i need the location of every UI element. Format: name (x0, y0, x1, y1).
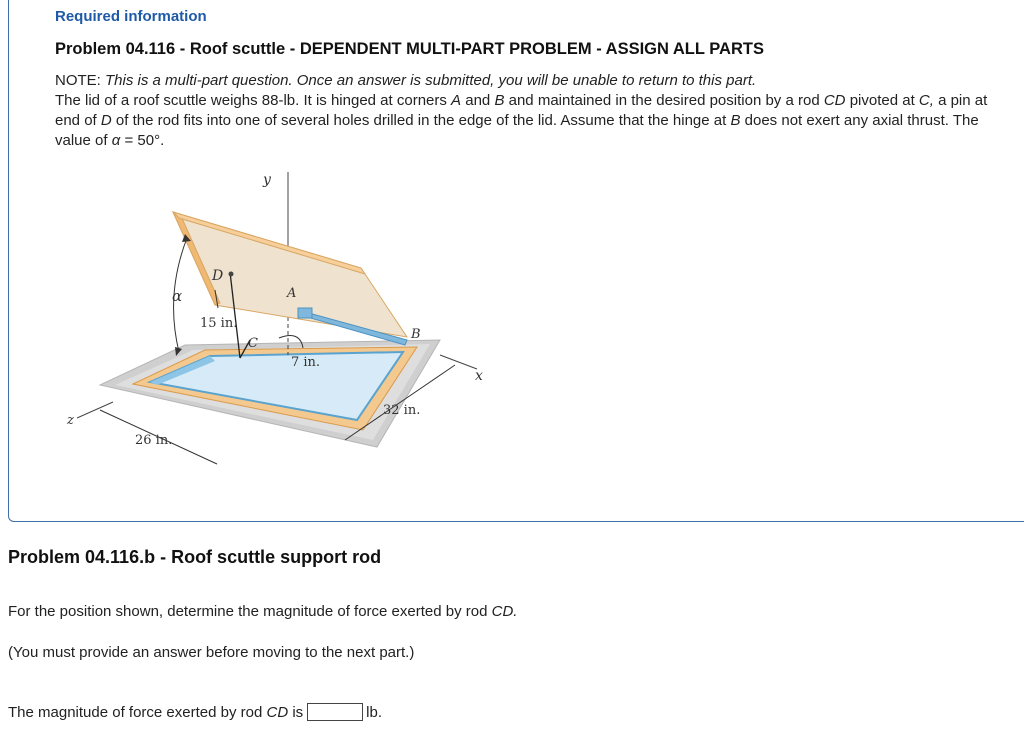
label-32in: 32 in. (383, 403, 421, 418)
statement-text: = 50°. (124, 132, 165, 149)
question-text (8, 603, 517, 620)
statement-text: does not exert any axial thrust. The value of (55, 112, 979, 149)
var-b: B (494, 92, 505, 109)
statement-text: The lid of a roof scuttle weighs 88-lb. It is hinged at corners (55, 92, 447, 109)
question-var-cd: CD. (491, 603, 518, 620)
var-d: D (100, 112, 112, 129)
var-alpha: α (111, 132, 121, 149)
var-b: B (730, 112, 741, 129)
x-axis (440, 355, 477, 369)
var-cd: CD (823, 92, 846, 109)
part-title: Problem 04.116.b - Roof scuttle support rod (8, 547, 382, 567)
answer-label: The magnitude of force exerted by rod (8, 703, 263, 721)
statement-text: a pin at end of (55, 92, 988, 129)
label-7in: 7 in. (291, 355, 321, 370)
var-c: C, (918, 92, 934, 109)
z-axis (77, 402, 113, 418)
instruction-text: (You must provide an answer before moving to the next part.) (8, 644, 415, 661)
problem-description (55, 71, 995, 151)
label-c: C (248, 336, 258, 351)
note-line (55, 71, 995, 91)
label-15in: 15 in. (200, 316, 238, 331)
pin-d (229, 272, 234, 277)
statement-text: of the rod fits into one of several holes drilled in the edge of the lid. Assume that the hinge at (115, 112, 727, 129)
statement-text: pivoted at (849, 92, 915, 109)
var-a: A (451, 92, 462, 109)
label-x: x (475, 368, 483, 384)
answer-var-cd: CD (266, 703, 289, 721)
roof-scuttle-figure (55, 160, 505, 470)
answer-unit: lb. (366, 703, 383, 721)
label-d: D (212, 268, 224, 284)
required-information-heading: Required information (55, 8, 207, 25)
label-y: y (263, 172, 271, 188)
note-text: This is a multi-part question. Once an answer is submitted, you will be unable to return to this part. (105, 72, 757, 89)
note-label: NOTE: (55, 72, 101, 89)
answer-row (8, 703, 382, 721)
answer-input[interactable] (307, 703, 363, 721)
question-text-body: For the position shown, determine the magnitude of force exerted by rod (8, 603, 488, 620)
label-alpha: α (172, 287, 183, 305)
answer-label-is: is (292, 703, 304, 721)
hinge-a (298, 308, 312, 318)
label-b: B (411, 327, 421, 342)
problem-title: Problem 04.116 - Roof scuttle - DEPENDENT MULTI-PART PROBLEM - ASSIGN ALL PARTS (55, 40, 764, 58)
statement-text: and maintained in the desired position by a rod (508, 92, 820, 109)
label-z: z (67, 413, 74, 428)
statement-text: and (465, 92, 491, 109)
label-a: A (287, 286, 297, 301)
label-26in: 26 in. (135, 433, 173, 448)
problem-statement (55, 91, 995, 151)
